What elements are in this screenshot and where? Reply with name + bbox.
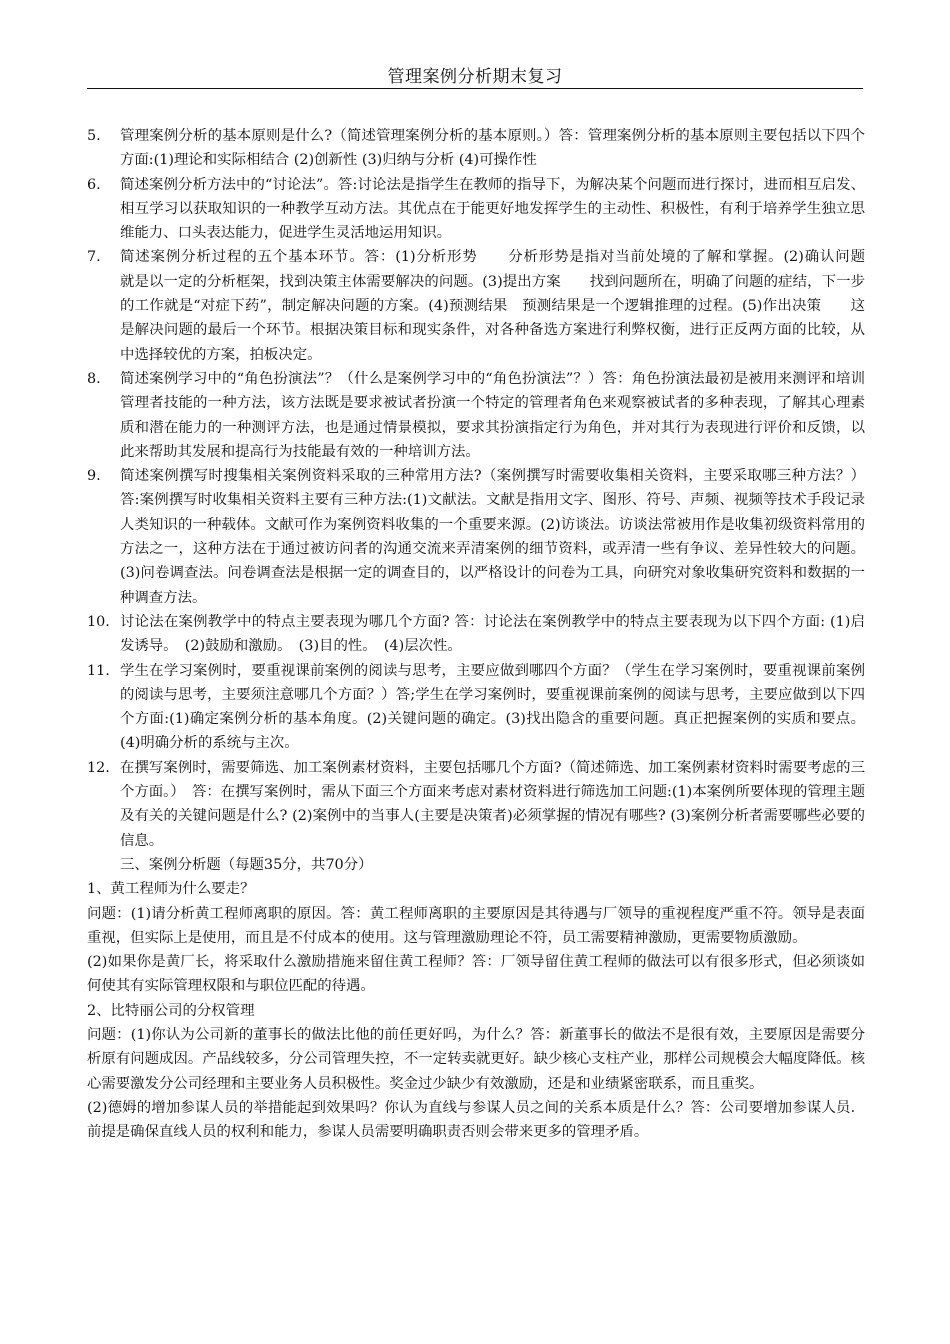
item-text: 在撰写案例时，需要筛选、加工案例素材资料，主要包括哪几个方面?（简述筛选、加工案例素材资料时需要考虑的三个方面。） 答：在撰写案例时，需从下面三个方面来考虑对素材资料进行筛选加工问题:(1)本案例所要体现的管理主题及有关的关键问题是什么? (2)案例中的当事人(主要是决策者)必须掌握的情况有哪些? (3)案例分析者需要哪些必要的信息。 (120, 759, 865, 849)
section-heading: 三、案例分析题（每题35分，共70分） (120, 856, 373, 873)
case-title-2: 2、比特丽公司的分权管理 (87, 1002, 255, 1019)
item-text: 简述案例撰写时搜集相关案例资料采取的三种常用方法?（案例撰写时需要收集相关资料，主要采取哪三种方法？）答:案例撰写时收集相关资料主要有三种方法:(1)文献法。文献是指用文字、图形、符号、声频、视频等技术手段记录人类知识的一种载体。文献可作为案例资料收集的一个重要来源。(2)访谈法。访谈法常被用作是收集初级资料常用的方法之一，这种方法在于通过被访问者的沟通交流来弄清案例的细节资料，或弄清一些有争议、差异性较大的问题。(3)问卷调查法。问卷调查法是根据一定的调查目的，以严格设计的问卷为工具，向研究对象收集研究资料和数据的一种调查方法。 (120, 468, 865, 606)
case-2-question-2: (2)德姆的增加参谋人员的举措能起到效果吗？你认为直线与参谋人员之间的关系本质是什么？答：公司要增加参谋人员．前提是确保直线人员的权利和能力，参谋人员需要明确职责否则会带来更多的管理矛盾。 (87, 1099, 865, 1141)
item-number: 11. (87, 662, 110, 679)
case-2-question-1: 问题：(1)你认为公司新的董事长的做法比他的前任更好吗，为什么？答：新董事长的做法不是很有效，主要原因是需要分析原有问题成因。产品线较多，分公司管理失控，不一定转卖就更好。缺少核心支柱产业，那样公司规模会大幅度降低。核心需要激发分公司经理和主要业务人员积极性。奖金过少缺少有效激励，还是和业绩紧密联系，而且重奖。 (87, 1026, 865, 1092)
item-text: 学生在学习案例时，要重视课前案例的阅读与思考，主要应做到哪四个方面？（学生在学习案例时，要重视课前案例的阅读与思考，主要须注意哪几个方面？）答;学生在学习案例时，要重视课前案例的阅读与思考，主要应做到以下四个方面:(1)确定案例分析的基本角度。(2)关键问题的确定。(3)找出隐含的重要问题。真正把握案例的实质和要点。(4)明确分析的系统与主次。 (120, 662, 865, 752)
item-text: 简述案例分析方法中的“讨论法”。答:讨论法是指学生在教师的指导下，为解决某个问题而进行探讨，进而相互启发、相互学习以获取知识的一种教学互动方法。其优点在于能更好地发挥学生的主动性、积极性，有利于培养学生独立思维能力、口头表达能力，促进学生灵活地运用知识。 (120, 176, 865, 242)
case-title-1: 1、黄工程师为什么要走？ (87, 881, 255, 898)
header-divider (87, 88, 863, 89)
item-number: 5. (87, 128, 101, 144)
item-text: 简述案例学习中的“角色扮演法”？（什么是案例学习中的“角色扮演法”？）答：角色扮演法最初是被用来测评和培训管理者技能的一种方法，该方法既是要求被试者扮演一个特定的管理者角色来观察被试者的多种表现，了解其心理素质和潜在能力的一种测评方法，也是通过情景模拟，要求其扮演指定行为角色，并对其行为表现进行评价和反馈，以此来帮助其发展和提高行为技能最有效的一种培训方法。 (120, 370, 865, 460)
item-number: 10. (87, 613, 110, 630)
item-text: 讨论法在案例教学中的特点主要表现为哪几个方面? 答：讨论法在案例教学中的特点主要表现为以下四个方面: (1)启发诱导。 (2)鼓励和激励。 (3)目的性。 (4)层次性。 (120, 613, 865, 655)
question-item-10 (87, 610, 865, 659)
question-item-8 (87, 367, 865, 464)
question-item-9 (87, 464, 865, 610)
item-number: 6. (87, 176, 101, 193)
question-item-7 (87, 245, 894, 366)
item-text: 管理案例分析的基本原则是什么?（简述管理案例分析的基本原则。）答：管理案例分析的基本原则主要包括以下四个方面:(1)理论和实际相结合 (2)创新性 (3)归纳与分析 (4)可操作性 (120, 128, 865, 169)
item-number: 12. (87, 759, 110, 776)
case-1-question-1: 问题：(1)请分析黄工程师离职的原因。答：黄工程师离职的主要原因是其待遇与厂领导的重视程度严重不符。领导是表面重视，但实际上是使用，而且是不付成本的使用。这与管理激励理论不符，员工需要精神激励，更需要物质激励。 (87, 905, 865, 946)
item-number: 8. (87, 370, 101, 387)
item-number: 9. (87, 468, 101, 485)
question-item-5 (87, 124, 865, 173)
question-item-6 (87, 173, 865, 246)
item-text: 简述案例分析过程的五个基本环节。答：(1)分析形势 分析形势是指对当前处境的了解和掌握。(2)确认问题 就是以一定的分析框架，找到决策主体需要解决的问题。(3)提出方案 找到问题所在，明确了问题的症结，下一步的工作就是“对症下药”，制定解决问题的方案。(4)预测结果 预测结果是一个逻辑推理的过程。(5)作出决策 这是解决问题的最后一个环节。根据决策目标和现实条件，对各种备选方案进行利弊权衡，进行正反两方面的比较，从中选择较优的方案，拍板决定。 (120, 249, 894, 363)
page-header-title: 管理案例分析期末复习 (387, 67, 563, 87)
case-1-question-2: (2)如果你是黄厂长，将采取什么激励措施来留住黄工程师？答：厂领导留住黄工程师的做法可以有很多形式，但必须谈如何使其有实际管理权限和与职位匹配的待遇。 (87, 954, 865, 995)
item-number: 7. (87, 249, 101, 266)
question-item-11 (87, 659, 865, 756)
question-item-12 (87, 756, 865, 853)
document-body (87, 124, 894, 1144)
